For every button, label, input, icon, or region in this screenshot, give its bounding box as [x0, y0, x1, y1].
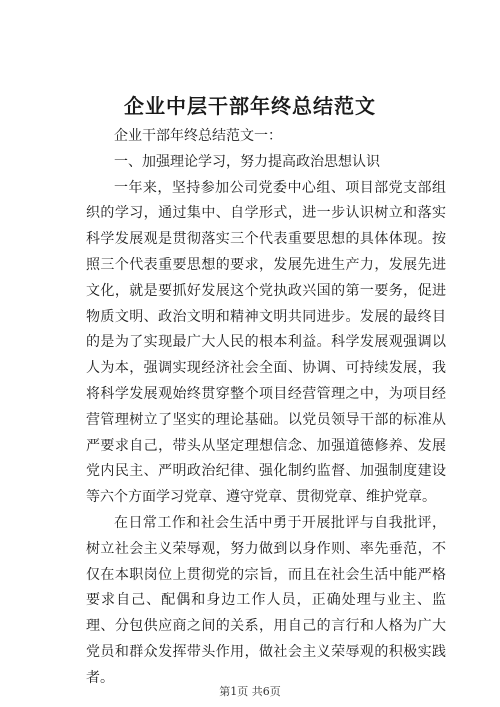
body-paragraph: 在日常工作和社会生活中勇于开展批评与自我批评，树立社会主义荣辱观，努力做到以身作则、率先垂范，不仅在本职岗位上贯彻党的宗旨，而且在社会生活中能严格要求自己、配偶和身边工作人员，正确处理与业主、监理、分包供应商之间的关系，用自己的言行和人格为广大党员和群众发挥带头作用，做社会主义荣辱观的积极实践者。 — [86, 514, 446, 686]
document-subtitle: 企业干部年终总结范文一： — [114, 128, 282, 144]
document-body — [86, 124, 446, 692]
section-heading: 一、加强理论学习，努力提高政治思想认识 — [114, 153, 380, 170]
document-title: 企业中层干部年终总结范文 — [124, 94, 376, 118]
page-number-footer: 第1页 共6页 — [219, 685, 281, 698]
body-paragraph: 一年来，坚持参加公司党委中心组、项目部党支部组织的学习，通过集中、自学形式，进一步认识树立和落实科学发展观是贯彻落实三个代表重要思想的具体体现。按照三个代表重要思想的要求，发展先进生产力，发展先进文化，就是要抓好发展这个党执政兴国的第一要务，促进物质文明、政治文明和精神文明共同进步。发展的最终目的是为了实现最广大人民的根本利益。科学发展观强调以人为本，强调实现经济社会全面、协调、可持续发展，我将科学发展观始终贯穿整个项目经营管理之中，为项目经营管理树立了坚实的理论基础。以党员领导干部的标准从严要求自己，带头从坚定理想信念、加强道德修养、发展党内民主、严明政治纪律、强化制约监督、加强制度建设等六个方面学习党章、遵守党章、贯彻党章、维护党章。 — [86, 179, 446, 506]
